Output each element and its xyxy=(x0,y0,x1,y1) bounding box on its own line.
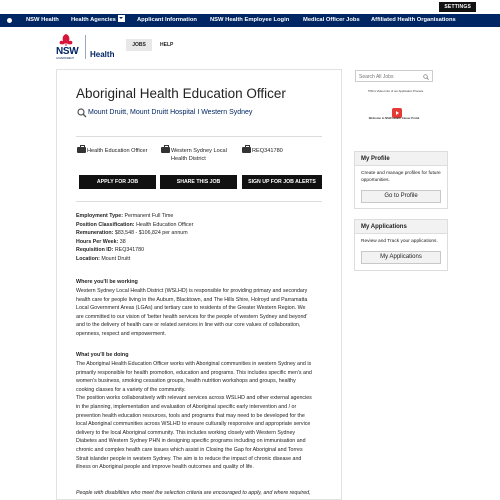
detail-value: Health Education Officer xyxy=(136,221,194,228)
divider xyxy=(76,136,322,137)
nav-applicant-information[interactable]: Applicant Information xyxy=(137,17,197,23)
meta-district xyxy=(171,147,227,163)
paragraph-line: delivery to the local Aboriginal community. This includes working closely with Western Sydney xyxy=(76,429,296,436)
divider xyxy=(76,201,322,202)
paragraph-line: primarily responsible for health promotion, education and programs. This includes specific men's and xyxy=(76,369,312,376)
logo-nsw-text: NSW xyxy=(56,46,79,57)
detail-row xyxy=(76,238,340,247)
my-profile-heading: My Profile xyxy=(355,152,447,166)
detail-row xyxy=(76,212,340,221)
nav-health-agencies-label: Health Agencies xyxy=(71,17,116,23)
job-location-link[interactable]: Mount Druitt, Mount Druitt Hospital I Western Sydney xyxy=(88,109,253,116)
paragraph-line: and to the delivery of health care or related services in line with our core values of collaboration, xyxy=(76,322,301,329)
logo-divider xyxy=(85,35,86,59)
detail-value: REQ341780 xyxy=(114,247,145,254)
logo-health-text[interactable]: Health xyxy=(90,50,115,59)
briefcase-icon xyxy=(161,147,170,153)
detail-label: Hours Per Week: xyxy=(76,238,119,245)
detail-row xyxy=(76,255,340,264)
detail-value: Permanent Full Time xyxy=(124,213,174,219)
section-body-doing xyxy=(76,360,340,472)
menu-jobs[interactable]: JOBS xyxy=(126,39,152,51)
search-icon[interactable] xyxy=(423,74,429,80)
section-heading-working: Where you'll be working xyxy=(76,279,138,285)
paragraph-line: Western Sydney Local Health District (WSLHD) is responsible for providing primary and secondary xyxy=(76,288,308,294)
my-applications-button[interactable]: My Applications xyxy=(361,251,441,264)
nav-employee-login[interactable]: NSW Health Employee Login xyxy=(210,17,290,23)
paragraph-line: The Aboriginal Health Education Officer works with Aboriginal communities in western Sydney and is xyxy=(76,361,312,367)
menu-help[interactable]: HELP xyxy=(160,42,174,48)
paragraph-line: Diabetes and Western Sydney PHN in designing specific programs including on immunisation and xyxy=(76,438,306,445)
paragraph-line: openness, respect and empowerment. xyxy=(76,330,167,337)
job-alerts-button[interactable]: SIGN UP FOR JOB ALERTS xyxy=(242,175,322,189)
nav-health-agencies[interactable] xyxy=(71,14,125,27)
detail-label: Position Classification: xyxy=(76,221,135,228)
job-details xyxy=(76,212,340,264)
logo-government-text: GOVERNMENT xyxy=(56,57,74,60)
detail-label: Location: xyxy=(76,255,100,262)
job-title: Aboriginal Health Education Officer xyxy=(76,86,286,101)
disability-note: People with disabilities who meet the selection criteria are encouraged to apply, and where required, xyxy=(76,490,311,496)
meta-reference: REQ341780 xyxy=(252,148,283,154)
my-profile-card xyxy=(354,151,448,209)
video-title: Tiffin's Video Intro of our Application Process xyxy=(368,89,424,93)
site-header xyxy=(0,27,500,65)
detail-label: Requisition ID: xyxy=(76,247,114,254)
paragraph-line: The position works collaboratively with relevant services across WSLHD and other external agencies xyxy=(76,395,312,402)
detail-label: Remuneration: xyxy=(76,230,114,237)
apply-for-job-button[interactable]: APPLY FOR JOB xyxy=(79,175,156,189)
waratah-logo-icon xyxy=(56,33,76,47)
my-applications-card xyxy=(354,219,448,271)
section-body-working xyxy=(76,287,340,339)
paragraph-line: illness on Aboriginal people and improve health outcomes and quality of life. xyxy=(76,464,254,471)
paragraph-line: cooking classes for a variety of the community. xyxy=(76,386,186,393)
nav-medical-officer-jobs[interactable]: Medical Officer Jobs xyxy=(303,17,360,23)
chevron-down-icon xyxy=(118,15,125,22)
paragraph-line: women's business, smoking cessation groups, health nutrition workshops and groups, healthy xyxy=(76,378,296,385)
meta-district-line1: Western Sydney Local xyxy=(171,148,227,154)
paragraph-line: Strait islander people in western Sydney. The aim is to reduce the impact of chronic disease and xyxy=(76,455,302,462)
my-applications-heading: My Applications xyxy=(355,220,447,234)
go-to-profile-button[interactable]: Go to Profile xyxy=(361,190,441,203)
detail-value: Mount Druitt xyxy=(101,255,131,262)
search-all-jobs xyxy=(355,70,433,82)
paragraph-line: are committed to our vision of 'better health services for the people of western Sydney and beyond' xyxy=(76,313,308,320)
my-applications-text: Review and Track your applications. xyxy=(361,239,438,244)
share-this-job-button[interactable]: SHARE THIS JOB xyxy=(160,175,237,189)
meta-position: Health Education Officer xyxy=(87,148,148,154)
paragraph-line: prevention health education resources, tools and programs that may need to be developed for the xyxy=(76,412,305,419)
paragraph-line: Local Government Areas (LGAs) and tertiary care to residents of the Greater Western Region. We xyxy=(76,305,306,312)
detail-value: 38 xyxy=(119,238,126,245)
top-strip xyxy=(0,0,500,14)
video-caption: Welcome to NSW Health Career Portal xyxy=(368,116,420,120)
my-profile-text: Create and manage profiles for future opportunities. xyxy=(361,171,441,183)
nsw-dot-icon xyxy=(7,18,12,23)
detail-row xyxy=(76,221,340,230)
detail-row xyxy=(76,246,340,255)
detail-row xyxy=(76,229,340,238)
detail-value: $83,548 - $106,824 per annum xyxy=(114,230,188,237)
paragraph-line: local Aboriginal communities across WSLHD to ensure culturally responsive and appropriate service xyxy=(76,421,311,428)
paragraph-line: in the planning, implementation and evaluation of Aboriginal specific early intervention and / or xyxy=(76,403,297,410)
nav-affiliated-health-organisations[interactable]: Affiliated Health Organisations xyxy=(371,17,456,23)
global-nav xyxy=(0,14,500,27)
settings-button[interactable]: SETTINGS xyxy=(439,2,476,12)
search-input[interactable] xyxy=(359,72,423,81)
nav-nsw-health[interactable]: NSW Health xyxy=(26,17,59,23)
paragraph-line: chronic and complex health care issues which assist in Closing the Gap for Aboriginal and Torres xyxy=(76,446,303,453)
section-heading-doing: What you'll be doing xyxy=(76,352,129,358)
meta-district-line2: Health District xyxy=(171,156,206,162)
search-location-icon xyxy=(77,108,87,118)
paragraph-line: health care for people living in the Auburn, Blacktown, and The Hills Shire, Holroyd and Parramatta xyxy=(76,296,308,303)
detail-label: Employment Type: xyxy=(76,213,123,219)
briefcase-icon xyxy=(77,147,86,153)
briefcase-icon xyxy=(242,147,251,153)
